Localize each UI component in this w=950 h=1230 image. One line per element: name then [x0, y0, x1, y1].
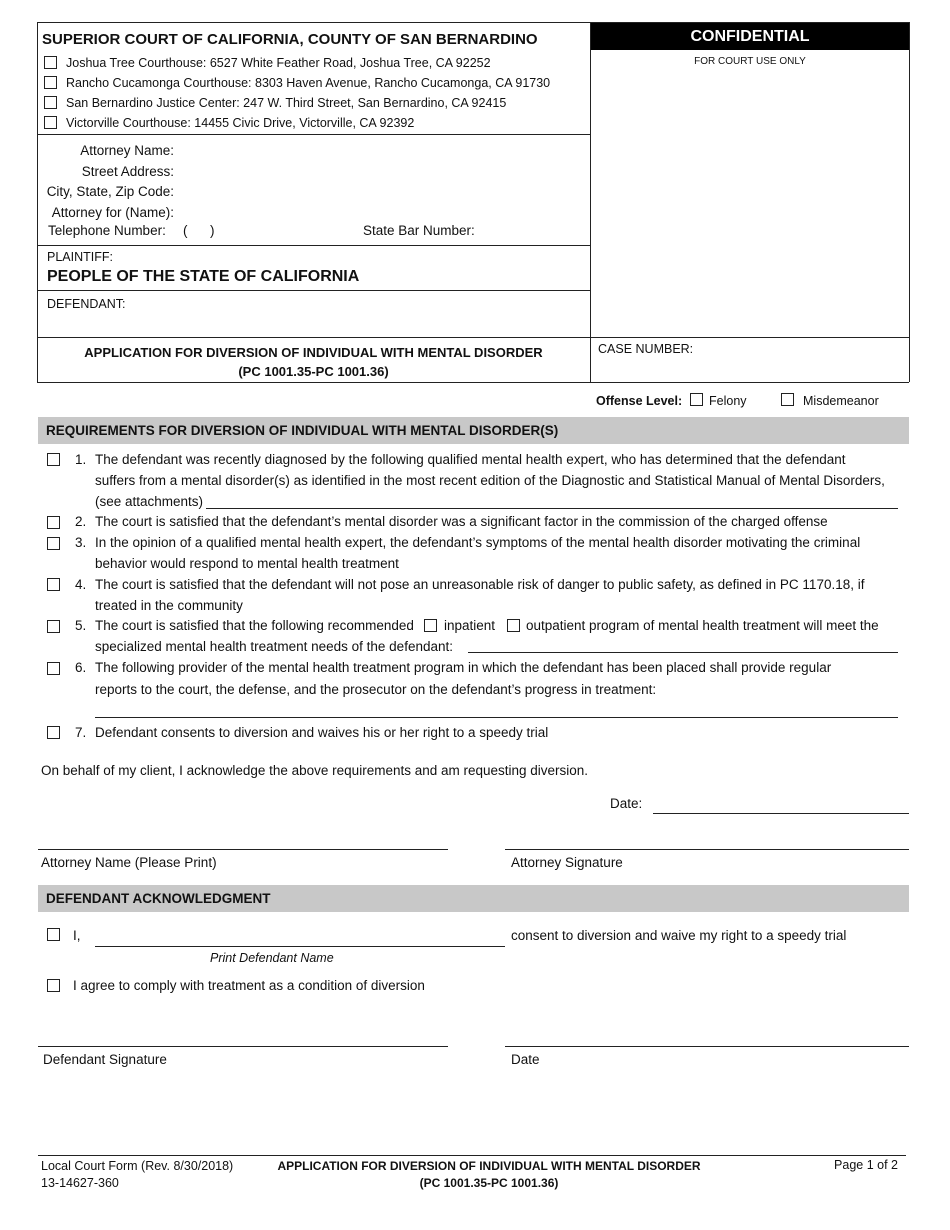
- item-2-number: 2.: [75, 514, 87, 529]
- item-3-checkbox[interactable]: [47, 537, 60, 550]
- item-1-number: 1.: [75, 452, 87, 467]
- footer-title-line2: (PC 1001.35-PC 1001.36): [419, 1176, 559, 1190]
- defendant-consent-checkbox[interactable]: [47, 928, 60, 941]
- plaintiff-name: PEOPLE OF THE STATE OF CALIFORNIA: [47, 268, 360, 285]
- attorney-print-label: Attorney Name (Please Print): [41, 855, 217, 870]
- defendant-signature-label: Defendant Signature: [43, 1052, 167, 1067]
- inpatient-checkbox[interactable]: [424, 619, 437, 632]
- offense-level-label: Offense Level:: [596, 394, 683, 408]
- item-1-checkbox[interactable]: [47, 453, 60, 466]
- defendant-label: DEFENDANT:: [47, 297, 126, 311]
- defendant-date-line[interactable]: [505, 1046, 909, 1047]
- item-4-line: The court is satisfied that the defendant will not pose an unreasonable risk of danger to public safety, as defined in PC 1170.18, if: [95, 577, 865, 592]
- footer-form-number: 13-14627-360: [41, 1176, 119, 1190]
- item-6-line: reports to the court, the defense, and the prosecutor on the defendant’s progress in treatment:: [95, 682, 657, 697]
- requirements-heading: REQUIREMENTS FOR DIVERSION OF INDIVIDUAL WITH MENTAL DISORDER(S): [46, 423, 559, 438]
- courthouse-label: Joshua Tree Courthouse: 6527 White Feather Road, Joshua Tree, CA 92252: [66, 56, 491, 70]
- form-title-line2: (PC 1001.35-PC 1001.36): [238, 364, 389, 379]
- date-line[interactable]: [653, 813, 909, 814]
- courthouse-checkbox-victorville[interactable]: [44, 116, 57, 129]
- defendant-ack-heading-bar: [38, 885, 909, 912]
- attorney-signature-label: Attorney Signature: [511, 855, 623, 870]
- confidential-label: CONFIDENTIAL: [690, 28, 810, 45]
- item-7-checkbox[interactable]: [47, 726, 60, 739]
- form-title: [37, 343, 590, 381]
- date-label: Date:: [610, 796, 643, 811]
- item-4-line: treated in the community: [95, 598, 243, 613]
- item-1-line: (see attachments): [95, 494, 204, 509]
- defendant-ack-heading: DEFENDANT ACKNOWLEDGMENT: [46, 891, 271, 906]
- acknowledge-text: On behalf of my client, I acknowledge the above requirements and am requesting diversion.: [41, 763, 589, 778]
- item-2-line: The court is satisfied that the defendant’s mental disorder was a significant factor in the commission of the charged offense: [95, 514, 828, 529]
- plaintiff-label: PLAINTIFF:: [47, 250, 113, 264]
- courthouse-checkbox-rancho-cucamonga[interactable]: [44, 76, 57, 89]
- item-4-text: [95, 574, 864, 616]
- item-6-provider-line[interactable]: [95, 717, 898, 718]
- item-5-line2: specialized mental health treatment needs of the defendant:: [95, 639, 453, 654]
- item-3-line: In the opinion of a qualified mental health expert, the defendant’s symptoms of the mental health disorder motivating the criminal: [95, 535, 861, 550]
- item-5-line1a: The court is satisfied that the following recommended: [95, 618, 414, 633]
- i-label: I,: [73, 928, 81, 943]
- item-3-text: [95, 532, 860, 574]
- item-1-line: suffers from a mental disorder(s) as identified in the most recent edition of the Diagnostic and Statistical Manual of Mental Disorders,: [95, 473, 885, 488]
- felony-label: Felony: [709, 394, 747, 408]
- print-defendant-name-label: Print Defendant Name: [210, 951, 334, 965]
- footer-title-line1: APPLICATION FOR DIVERSION OF INDIVIDUAL WITH MENTAL DISORDER: [277, 1159, 701, 1173]
- defendant-date-label: Date: [511, 1052, 540, 1067]
- comply-text: I agree to comply with treatment as a condition of diversion: [73, 978, 425, 993]
- item-2-checkbox[interactable]: [47, 516, 60, 529]
- comply-checkbox[interactable]: [47, 979, 60, 992]
- outpatient-checkbox[interactable]: [507, 619, 520, 632]
- item-6-text: [95, 657, 831, 701]
- footer-form-info: [41, 1158, 233, 1192]
- item-2-text: [95, 511, 828, 532]
- defendant-signature-line[interactable]: [38, 1046, 448, 1047]
- item-1-line: The defendant was recently diagnosed by the following qualified mental health expert, who has determined that the defendant: [95, 452, 846, 467]
- courthouse-checkbox-joshua-tree[interactable]: [44, 56, 57, 69]
- item-7-text: Defendant consents to diversion and waives his or her right to a speedy trial: [95, 725, 549, 740]
- item-7-number: 7.: [75, 725, 87, 740]
- item-5-checkbox[interactable]: [47, 620, 60, 633]
- item-5-program-line[interactable]: [468, 652, 898, 653]
- attorney-labels: [42, 141, 174, 223]
- case-number-label: CASE NUMBER:: [598, 342, 694, 356]
- city-state-zip-label: City, State, Zip Code:: [46, 184, 174, 199]
- defendant-name-line[interactable]: [95, 946, 505, 947]
- requirements-heading-bar: [38, 417, 909, 444]
- misdemeanor-label: Misdemeanor: [803, 394, 879, 408]
- item-1-expert-line[interactable]: [206, 508, 898, 509]
- court-title: SUPERIOR COURT OF CALIFORNIA, COUNTY OF SAN BERNARDINO: [42, 31, 538, 48]
- form-title-line1: APPLICATION FOR DIVERSION OF INDIVIDUAL WITH MENTAL DISORDER: [84, 345, 543, 360]
- courthouse-checkbox-san-bernardino[interactable]: [44, 96, 57, 109]
- courthouse-label: Victorville Courthouse: 14455 Civic Drive, Victorville, CA 92392: [66, 116, 415, 130]
- street-address-label: Street Address:: [81, 163, 174, 179]
- item-3-number: 3.: [75, 535, 87, 550]
- footer-title: [240, 1158, 738, 1192]
- courthouse-label: Rancho Cucamonga Courthouse: 8303 Haven Avenue, Rancho Cucamonga, CA 91730: [66, 76, 551, 90]
- item-4-number: 4.: [75, 577, 87, 592]
- telephone-label: Telephone Number:: [48, 223, 166, 238]
- attorney-for-label: Attorney for (Name):: [51, 204, 174, 220]
- consent-text: consent to diversion and waive my right to a speedy trial: [511, 928, 847, 943]
- inpatient-label: inpatient: [444, 618, 496, 633]
- telephone-parens: ( ): [183, 223, 215, 238]
- item-6-line: The following provider of the mental health treatment program in which the defendant has been placed shall provide regular: [95, 660, 832, 675]
- state-bar-label: State Bar Number:: [363, 223, 475, 238]
- item-6-checkbox[interactable]: [47, 662, 60, 675]
- item-5-line1b: outpatient program of mental health treatment will meet the: [526, 618, 879, 633]
- misdemeanor-checkbox[interactable]: [781, 393, 794, 406]
- item-6-number: 6.: [75, 660, 87, 675]
- item-5-number: 5.: [75, 618, 87, 633]
- footer-form-rev: Local Court Form (Rev. 8/30/2018): [41, 1159, 234, 1173]
- attorney-signature-line[interactable]: [505, 849, 909, 850]
- item-3-line: behavior would respond to mental health treatment: [95, 556, 399, 571]
- item-4-checkbox[interactable]: [47, 578, 60, 591]
- footer-rule: [38, 1155, 906, 1156]
- attorney-name-label: Attorney Name:: [80, 143, 174, 158]
- item-1-text: [95, 449, 885, 512]
- court-use-only-label: FOR COURT USE ONLY: [694, 56, 806, 67]
- felony-checkbox[interactable]: [690, 393, 703, 406]
- confidential-banner: [591, 23, 909, 50]
- footer-page-number: Page 1 of 2: [834, 1158, 898, 1172]
- courthouse-label: San Bernardino Justice Center: 247 W. Third Street, San Bernardino, CA 92415: [66, 96, 507, 110]
- attorney-print-line[interactable]: [38, 849, 448, 850]
